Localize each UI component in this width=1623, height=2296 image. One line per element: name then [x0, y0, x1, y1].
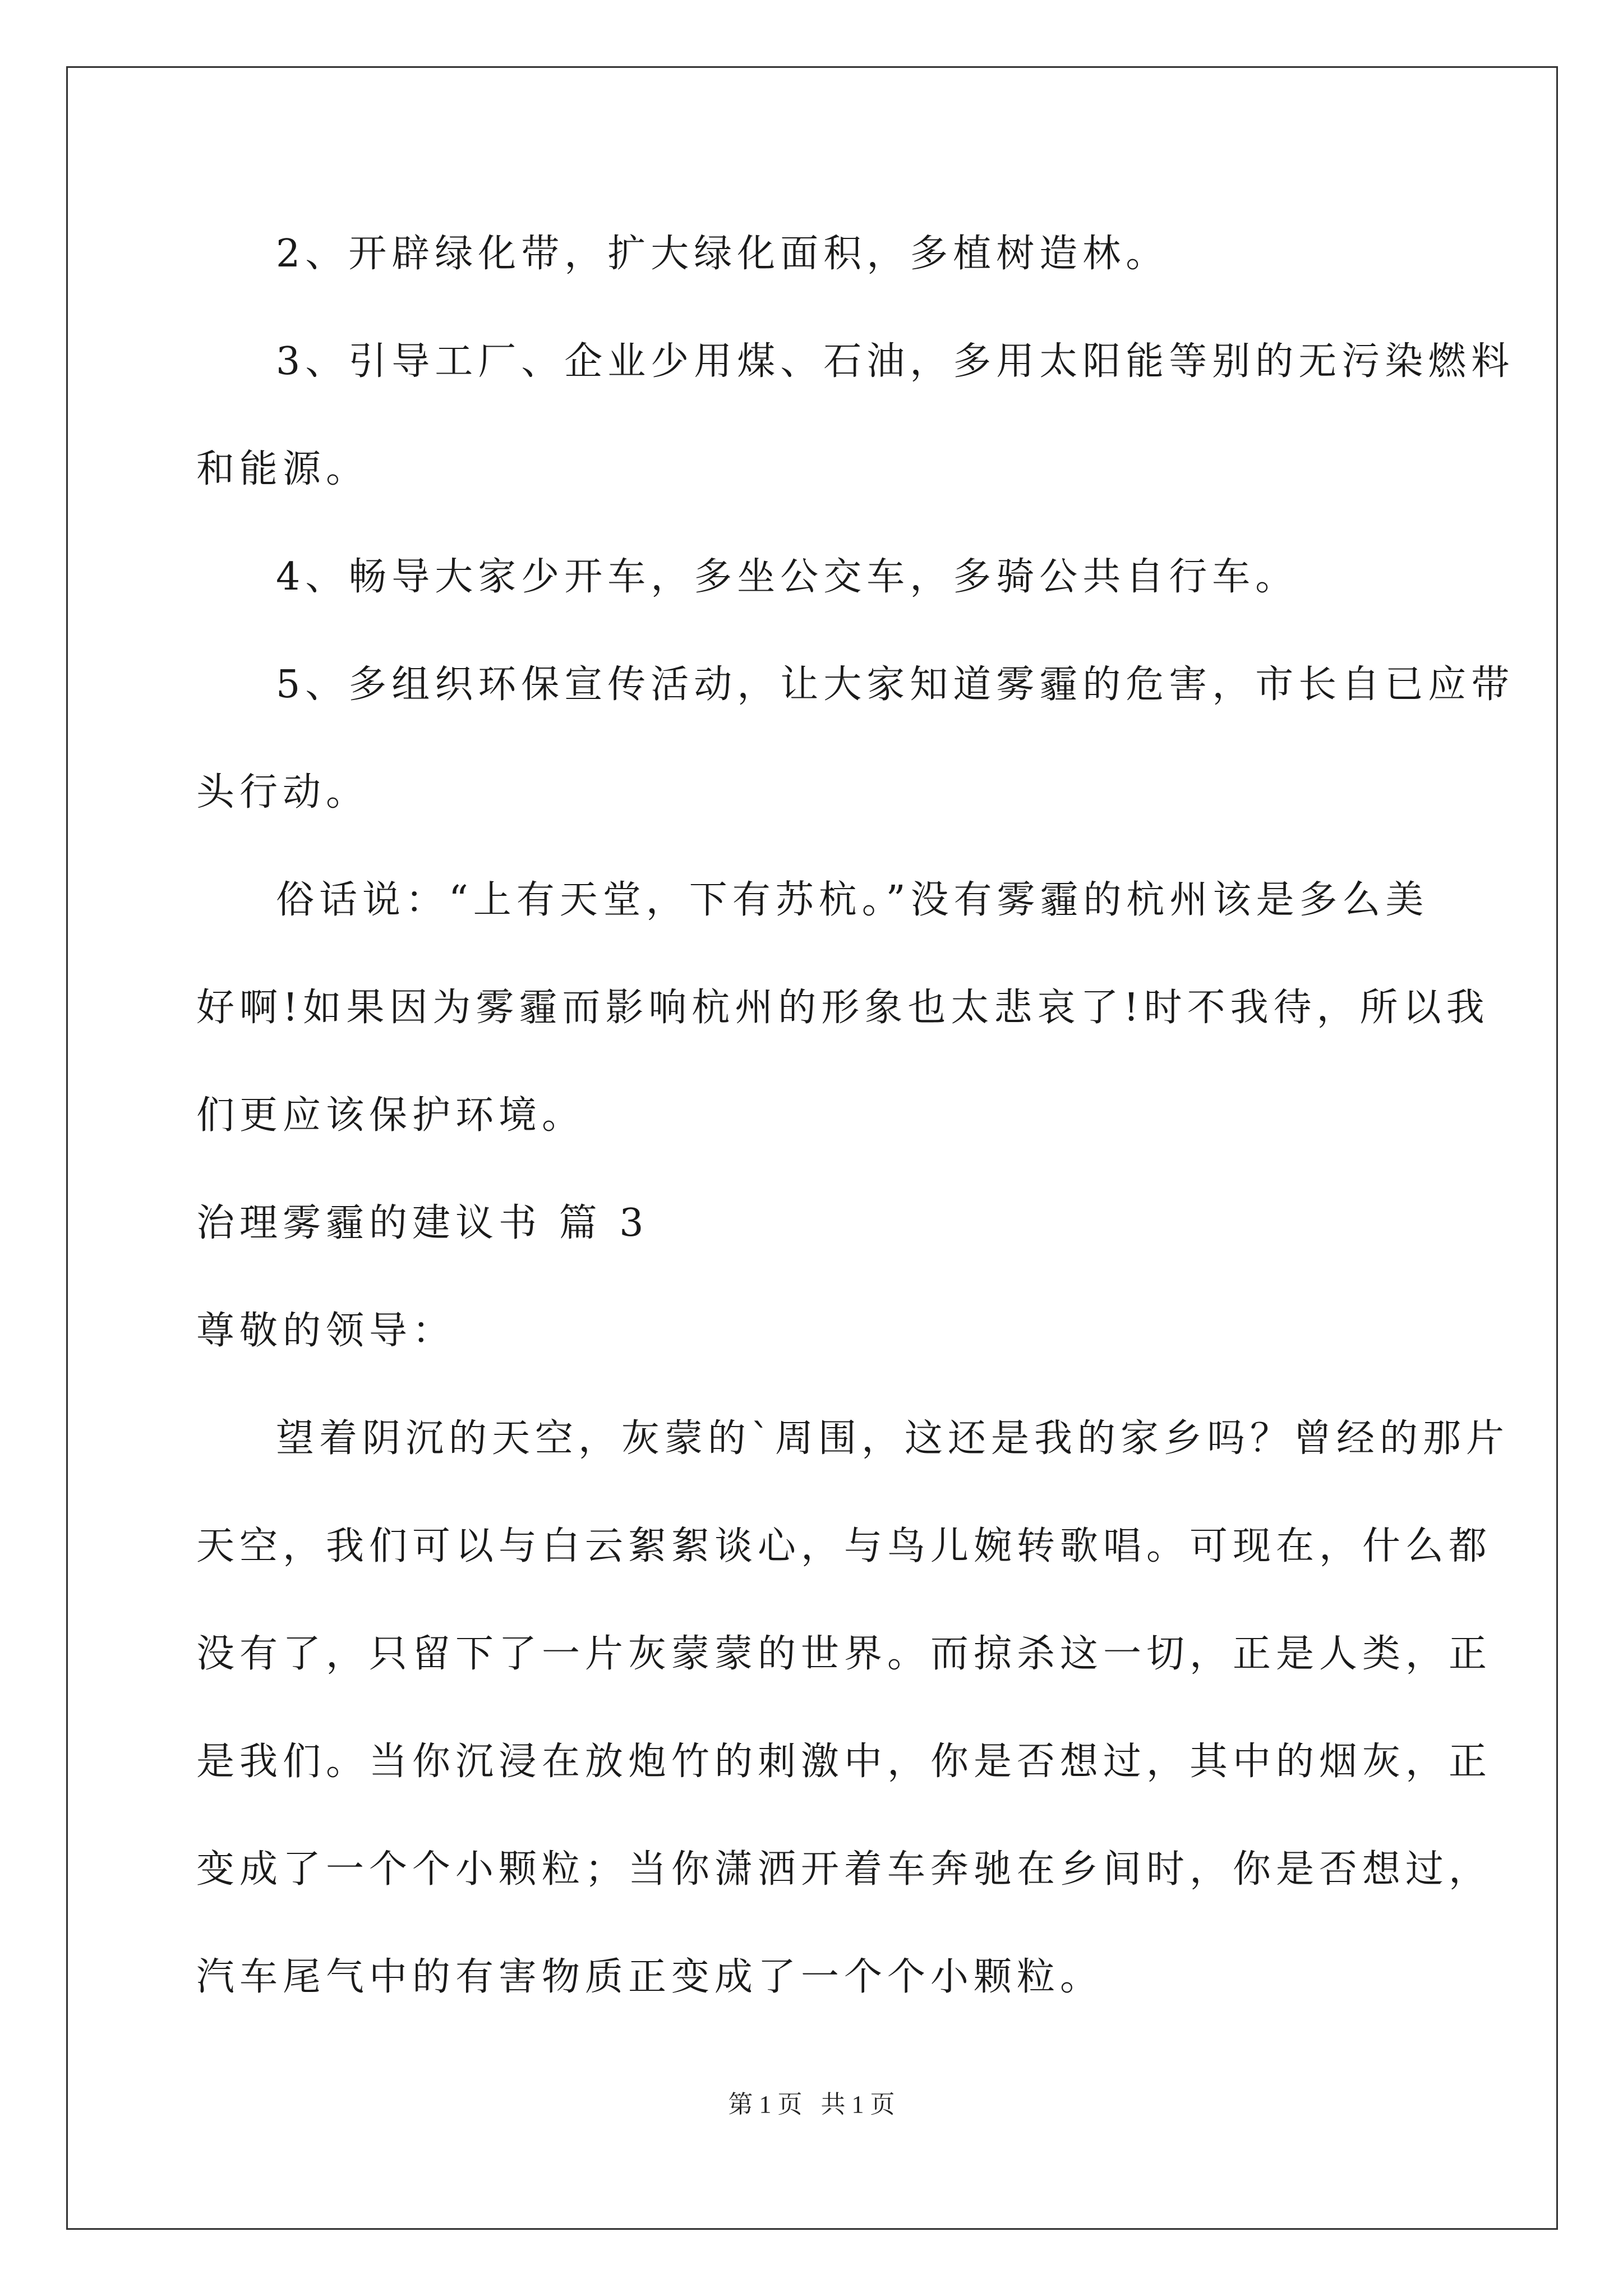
paragraph-line: 和能源。: [196, 447, 370, 491]
salutation: 尊敬的领导：: [196, 1309, 456, 1353]
paragraph-line: 3、引导工厂、企业少用煤、石油，多用太阳能等别的无污染燃料: [276, 339, 1515, 384]
section-heading: 治理雾霾的建议书 篇 3: [196, 1201, 649, 1245]
paragraph-line: 好啊!如果因为雾霾而影响杭州的形象也太悲哀了!时不我待，所以我: [196, 986, 1490, 1030]
paragraph-line: 没有了，只留下了一片灰蒙蒙的世界。而掠杀这一切，正是人类，正: [196, 1632, 1492, 1676]
paragraph-line: 5、多组织环保宣传活动，让大家知道雾霾的危害，市长自已应带: [276, 662, 1515, 707]
paragraph-line: 望着阴沉的天空，灰蒙的`周围，这还是我的家乡吗？曾经的那片: [276, 1416, 1510, 1461]
paragraph-line: 俗话说：“上有天堂，下有苏杭。”没有雾霾的杭州该是多么美: [276, 878, 1429, 922]
paragraph-line: 是我们。当你沉浸在放炮竹的刺激中，你是否想过，其中的烟灰，正: [196, 1740, 1492, 1784]
paragraph-line: 们更应该保护环境。: [196, 1093, 585, 1138]
page-border: [66, 66, 1558, 2230]
paragraph-line: 4、畅导大家少开车，多坐公交车，多骑公共自行车。: [276, 555, 1299, 599]
paragraph-line: 2、开辟绿化带，扩大绿化面积，多植树造林。: [276, 232, 1169, 276]
paragraph-line: 头行动。: [196, 770, 370, 815]
paragraph-line: 天空，我们可以与白云絮絮谈心，与鸟儿婉转歌唱。可现在，什么都: [196, 1524, 1492, 1568]
page-number-footer: 第 1 页 共 1 页: [728, 2091, 895, 2118]
paragraph-line: 汽车尾气中的有害物质正变成了一个个小颗粒。: [196, 1955, 1104, 1999]
paragraph-line: 变成了一个个小颗粒；当你潇洒开着车奔驰在乡间时，你是否想过，: [196, 1847, 1492, 1892]
